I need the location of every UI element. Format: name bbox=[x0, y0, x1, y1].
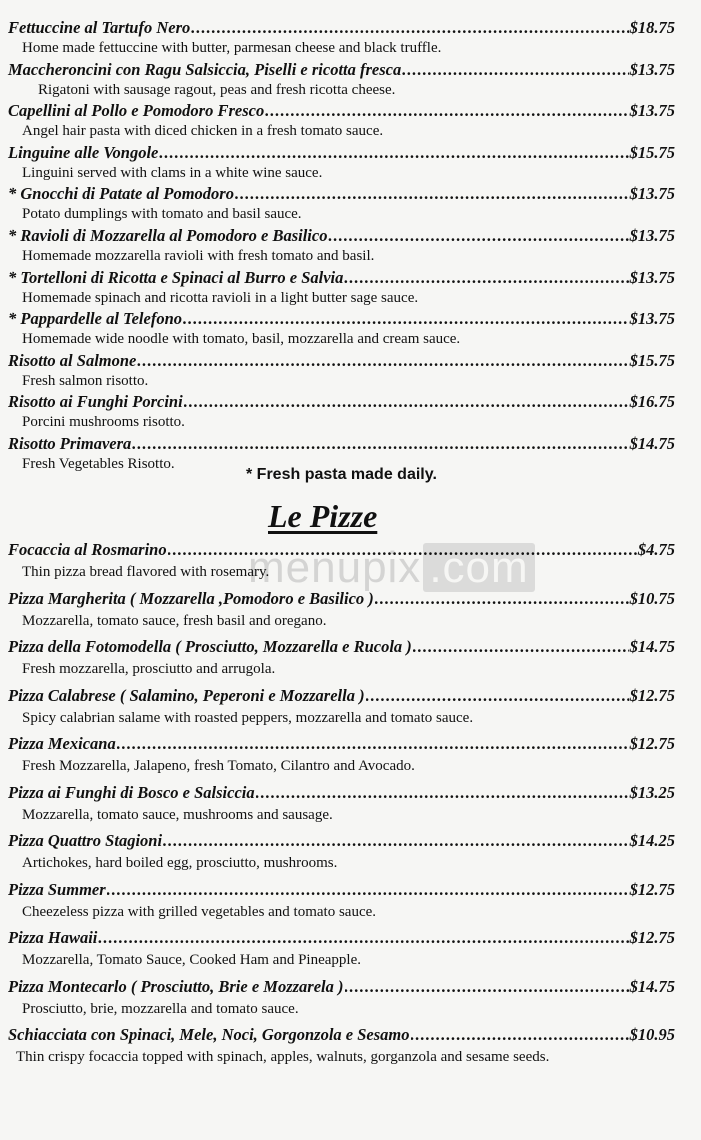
menu-item-price: $13.75 bbox=[629, 267, 675, 287]
dot-leader bbox=[345, 977, 629, 997]
menu-item-line bbox=[8, 637, 675, 659]
menu-item-name: Focaccia al Rosmarino bbox=[8, 540, 167, 559]
menu-item-description: Mozzarella, Tomato Sauce, Cooked Ham and Pineapple. bbox=[22, 952, 361, 968]
menu-item-description: Fresh Mozzarella, Jalapeno, fresh Tomato, Cilantro and Avocado. bbox=[22, 758, 415, 774]
dot-leader bbox=[411, 1025, 629, 1045]
dot-leader bbox=[168, 540, 637, 560]
menu-item-name: Risotto Primavera bbox=[8, 434, 132, 453]
menu-item-description: Thin crispy focaccia topped with spinach, apples, walnuts, gorganzola and sesame seeds. bbox=[16, 1049, 550, 1065]
menu-item-price: $12.75 bbox=[629, 928, 675, 947]
dot-leader bbox=[413, 637, 629, 657]
menu-item-name: Pizza Montecarlo ( Prosciutto, Brie e Mozzarela ) bbox=[8, 976, 344, 996]
menu-item-price: $14.75 bbox=[629, 976, 675, 996]
menu-item-line bbox=[8, 734, 675, 756]
menu-item-name: Risotto al Salmone bbox=[8, 350, 137, 370]
menu-item-name: Pizza Summer bbox=[8, 879, 106, 899]
dot-leader bbox=[117, 734, 629, 754]
menu-item-line bbox=[8, 928, 675, 950]
menu-item-description: Homemade wide noodle with tomato, basil, mozzarella and cream sauce. bbox=[22, 331, 461, 348]
menu-item-line bbox=[8, 268, 675, 290]
menu-item-line bbox=[8, 60, 675, 82]
dot-leader bbox=[256, 783, 629, 803]
dot-leader bbox=[191, 18, 628, 38]
menu-item-price: $14.75 bbox=[629, 637, 675, 656]
menu-item-description: Artichokes, hard boiled egg, prosciutto, mushrooms. bbox=[22, 855, 338, 871]
watermark-text: menupix bbox=[248, 543, 422, 592]
menu-item-price: $13.75 bbox=[629, 309, 675, 329]
menu-item-line bbox=[8, 143, 675, 165]
menu-item-price: $18.75 bbox=[629, 18, 675, 37]
menu-item-price: $13.75 bbox=[629, 101, 675, 121]
menu-item-line bbox=[8, 434, 675, 456]
dot-leader bbox=[366, 686, 629, 706]
menu-item-price: $14.75 bbox=[629, 434, 675, 453]
menu-item-line bbox=[8, 977, 675, 999]
dot-leader bbox=[402, 60, 628, 80]
menu-item-name: Risotto ai Funghi Porcini bbox=[8, 392, 183, 412]
dot-leader bbox=[163, 831, 629, 851]
menu-item-description: Porcini mushrooms risotto. bbox=[22, 414, 185, 431]
menu-item-description: Prosciutto, brie, mozzarella and tomato sauce. bbox=[22, 1000, 299, 1017]
menu-item-description: Mozzarella, tomato sauce, mushrooms and sausage. bbox=[22, 806, 333, 823]
dot-leader bbox=[98, 928, 628, 948]
menu-item-description: Potato dumplings with tomato and basil sauce. bbox=[22, 206, 302, 223]
menu-item-line bbox=[8, 589, 675, 611]
menu-item-description: Spicy calabrian salame with roasted peppers, mozzarella and tomato sauce. bbox=[22, 709, 474, 726]
dot-leader bbox=[159, 143, 628, 163]
dot-leader bbox=[344, 268, 628, 288]
menu-item-price: $4.75 bbox=[637, 540, 675, 559]
menu-item-price: $15.75 bbox=[629, 142, 675, 162]
menu-item-line bbox=[8, 1025, 675, 1047]
menu-item-description: Home made fettuccine with butter, parmesan cheese and black truffle. bbox=[22, 40, 442, 56]
menu-item-price: $10.95 bbox=[629, 1025, 675, 1044]
menu-item-price: $13.75 bbox=[629, 184, 675, 204]
dot-leader bbox=[328, 226, 628, 246]
menu-item-description: Mozzarella, tomato sauce, fresh basil and oregano. bbox=[22, 612, 327, 629]
menu-item-description: Fresh mozzarella, prosciutto and arrugola. bbox=[22, 661, 276, 677]
menu-item-line bbox=[8, 540, 675, 562]
menu-item-name: Pizza Hawaii bbox=[8, 928, 98, 947]
menu-item-description: Angel hair pasta with diced chicken in a fresh tomato sauce. bbox=[22, 123, 384, 140]
menu-item-name: Pizza della Fotomodella ( Prosciutto, Mozzarella e Rucola ) bbox=[8, 637, 412, 656]
menu-item-name: Fettuccine al Tartufo Nero bbox=[8, 18, 191, 37]
menu-item-line bbox=[8, 392, 675, 414]
menu-item-line bbox=[8, 880, 675, 902]
menu-item-price: $12.75 bbox=[629, 685, 675, 705]
menu-item-description: Linguini served with clams in a white wine sauce. bbox=[22, 164, 323, 181]
menu-item-description: Fresh Vegetables Risotto. bbox=[22, 456, 175, 472]
menu-item-price: $13.25 bbox=[629, 782, 675, 802]
dot-leader bbox=[132, 434, 628, 454]
menu-item-line bbox=[8, 831, 675, 853]
menu-item-description: Thin pizza bread flavored with rosemary. bbox=[22, 564, 270, 580]
menu-item-name: * Tortelloni di Ricotta e Spinaci al Burro e Salvia bbox=[8, 267, 344, 287]
menu-item-description: Homemade spinach and ricotta ravioli in a light butter sage sauce. bbox=[22, 289, 419, 306]
menu-item-line bbox=[8, 309, 675, 331]
menu-item-line bbox=[8, 101, 675, 123]
menu-item-price: $15.75 bbox=[629, 350, 675, 370]
dot-leader bbox=[137, 351, 628, 371]
menu-item-name: Pizza Quattro Stagioni bbox=[8, 831, 163, 850]
menu-item-name: * Gnocchi di Patate al Pomodoro bbox=[8, 184, 234, 204]
menu-item-name: Pizza ai Funghi di Bosco e Salsiccia bbox=[8, 782, 255, 802]
dot-leader bbox=[265, 101, 628, 121]
menu-item-name: Pizza Calabrese ( Salamino, Peperoni e Mozzarella ) bbox=[8, 685, 365, 705]
watermark-suffix: .com bbox=[423, 543, 534, 592]
menu-item-line bbox=[8, 184, 675, 206]
menu-item-line bbox=[8, 686, 675, 708]
menu-item-name: Linguine alle Vongole bbox=[8, 142, 159, 162]
dot-leader bbox=[235, 184, 629, 204]
menu-item-line bbox=[8, 226, 675, 248]
pizza-section-title: Le Pizze bbox=[268, 498, 378, 534]
menu-item-line bbox=[8, 18, 675, 40]
fresh-pasta-note: * Fresh pasta made daily. bbox=[246, 466, 437, 483]
menu-item-name: Schiacciata con Spinaci, Mele, Noci, Gorgonzola e Sesamo bbox=[8, 1025, 410, 1044]
dot-leader bbox=[183, 309, 629, 329]
menu-item-description: Rigatoni with sausage ragout, peas and fresh ricotta cheese. bbox=[38, 81, 396, 98]
menu-item-price: $10.75 bbox=[629, 588, 675, 608]
menu-item-price: $13.75 bbox=[629, 226, 675, 245]
dot-leader bbox=[107, 880, 629, 900]
menu-item-description: Cheezeless pizza with grilled vegetables and tomato sauce. bbox=[22, 903, 377, 920]
menu-item-name: Pizza Mexicana bbox=[8, 734, 116, 753]
menu-item-name: * Pappardelle al Telefono bbox=[8, 309, 182, 329]
menu-item-name: Pizza Margherita ( Mozzarella ,Pomodoro e Basilico ) bbox=[8, 588, 374, 608]
menu-item-name: Capellini al Pollo e Pomodoro Fresco bbox=[8, 101, 265, 121]
menu-item-name: * Ravioli di Mozzarella al Pomodoro e Basilico bbox=[8, 226, 328, 245]
menu-item-price: $12.75 bbox=[629, 879, 675, 899]
menu-item-price: $12.75 bbox=[629, 734, 675, 753]
menu-item-description: Fresh salmon risotto. bbox=[22, 372, 149, 389]
menu-item-price: $13.75 bbox=[629, 59, 675, 79]
dot-leader bbox=[375, 589, 629, 609]
menu-item-line bbox=[8, 351, 675, 373]
menu-item-line bbox=[8, 783, 675, 805]
menu-item-name: Maccheroncini con Ragu Salsiccia, Piselli e ricotta fresca bbox=[8, 59, 402, 79]
menu-item-price: $14.25 bbox=[629, 831, 675, 850]
menu-item-description: Homemade mozzarella ravioli with fresh tomato and basil. bbox=[22, 248, 375, 264]
menu-item-price: $16.75 bbox=[629, 392, 675, 412]
dot-leader bbox=[184, 392, 629, 412]
